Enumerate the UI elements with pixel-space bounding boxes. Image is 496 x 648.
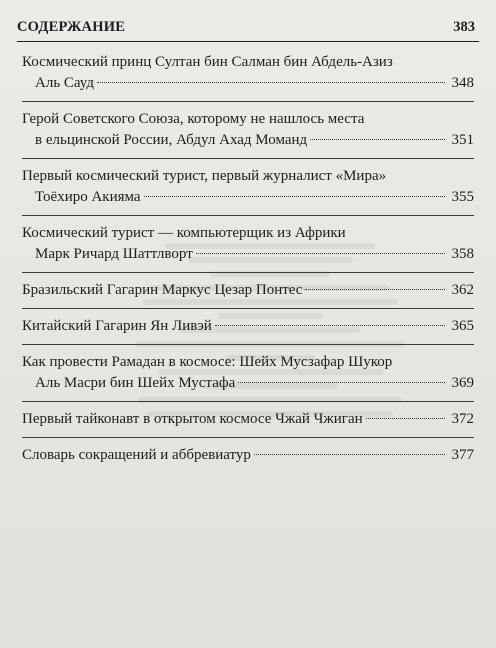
entry-title-line: Космический турист — компьютерщик из Африки: [22, 225, 346, 241]
toc-entry[interactable]: [22, 109, 474, 159]
dot-leader: [144, 196, 445, 197]
toc-entry[interactable]: [22, 352, 474, 402]
section-title: СОДЕРЖАНИЕ: [17, 19, 126, 35]
entry-title-line: Космический принц Султан бин Салман бин Абдель-Азиз: [22, 54, 393, 70]
entry-page: 369: [451, 375, 474, 391]
dot-leader: [215, 325, 445, 326]
dot-leader: [254, 454, 445, 455]
header-rule: [17, 41, 479, 42]
toc-entry[interactable]: [22, 409, 474, 438]
entry-title-line: Аль Масри бин Шейх Мустафа: [35, 375, 236, 391]
entry-title-line: Как провести Рамадан в космосе: Шейх Мусзафар Шукор: [22, 354, 393, 370]
entry-title-line: Аль Сауд: [35, 75, 94, 91]
entry-page: 348: [451, 75, 474, 91]
page-header: [17, 18, 479, 42]
entry-page: 358: [451, 246, 474, 262]
entry-title-line: Словарь сокращений и аббревиатур: [22, 447, 251, 463]
page-number: 383: [453, 19, 475, 35]
entry-page: 372: [451, 411, 474, 427]
entry-title-line: Первый тайконавт в открытом космосе Чжай Чжиган: [22, 411, 363, 427]
toc-entry[interactable]: [22, 316, 474, 345]
entry-title-line: Бразильский Гагарин Маркус Цезар Понтес: [22, 282, 303, 298]
entry-title-line: в ельцинской России, Абдул Ахад Моманд: [35, 132, 308, 148]
entry-title-line: Марк Ричард Шаттлворт: [35, 246, 193, 262]
table-of-contents: [22, 52, 474, 480]
entry-page: 351: [451, 132, 474, 148]
toc-entry[interactable]: [22, 223, 474, 273]
entry-title-line: Китайский Гагарин Ян Ливэй: [22, 318, 212, 334]
dot-leader: [196, 253, 445, 254]
toc-entry[interactable]: [22, 52, 474, 102]
dot-leader: [366, 418, 445, 419]
toc-entry[interactable]: [22, 166, 474, 216]
dot-leader: [310, 139, 445, 140]
toc-entry[interactable]: [22, 280, 474, 309]
entry-page: 362: [451, 282, 474, 298]
dot-leader: [305, 289, 445, 290]
entry-page: 355: [451, 189, 474, 205]
dot-leader: [238, 382, 445, 383]
entry-title-line: Тоёхиро Акияма: [35, 189, 141, 205]
entry-title-line: Первый космический турист, первый журналист «Мира»: [22, 168, 387, 184]
dot-leader: [97, 82, 445, 83]
entry-page: 377: [451, 447, 474, 463]
toc-entry[interactable]: [22, 445, 474, 473]
entry-page: 365: [451, 318, 474, 334]
entry-title-line: Герой Советского Союза, которому не нашлось места: [22, 111, 365, 127]
